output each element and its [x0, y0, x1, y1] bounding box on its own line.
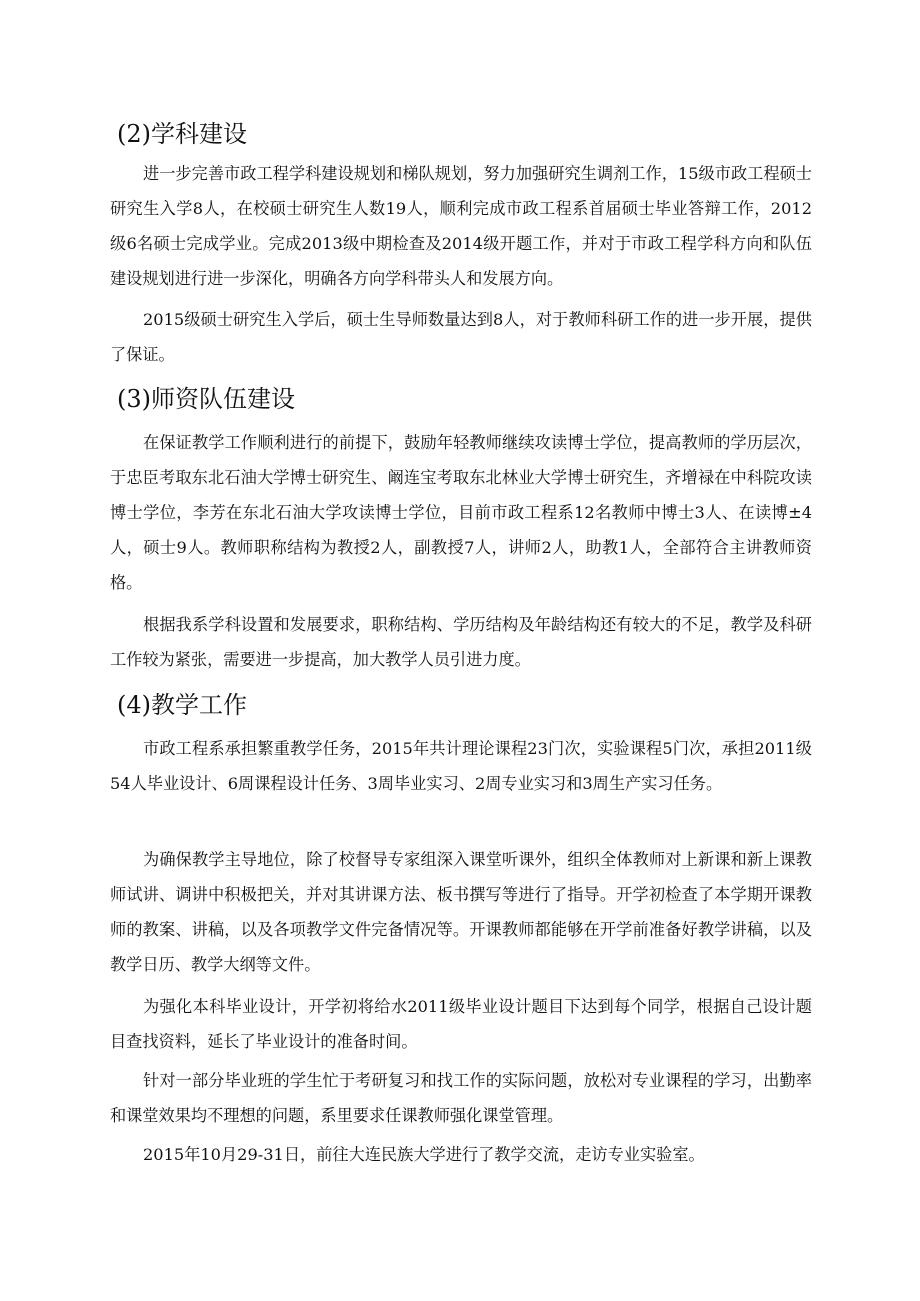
paragraph: 市政工程系承担繁重教学任务，2015年共计理论课程23门次，实验课程5门次，承担2011级54人毕业设计、6周课程设计任务、3周毕业实习、2周专业实习和3周生产实习任务。 [110, 739, 812, 793]
paragraph: 在保证教学工作顺利进行的前提下，鼓励年轻教师继续攻读博士学位，提高教师的学历层次，于忠臣考取东北石油大学博士研究生、阚连宝考取东北林业大学博士研究生，齐增禄在中科院攻读博士学位，李芳在东北石油大学攻读博士学位，目前市政工程系12名教师中博士3人、在读博±4人，硕士9人。教师职称结构为教授2人，副教授7人，讲师2人，助教1人，全部符合主讲教师资格。 [110, 433, 812, 592]
section-heading-discipline: (2)学科建设 [117, 120, 247, 148]
paragraph: 根据我系学科设置和发展要求，职称结构、学历结构及年龄结构还有较大的不足，教学及科研工作较为紧张，需要进一步提高，加大教学人员引进力度。 [110, 615, 812, 669]
paragraph: 针对一部分毕业班的学生忙于考研复习和找工作的实际问题，放松对专业课程的学习，出勤率和课堂效果均不理想的问题，系里要求任课教师强化课堂管理。 [110, 1071, 812, 1125]
paragraph: 为强化本科毕业设计，开学初将给水2011级毕业设计题目下达到每个同学，根据自己设计题目查找资料，延长了毕业设计的准备时间。 [110, 997, 812, 1051]
paragraph: 2015年10月29-31日，前往大连民族大学进行了教学交流，走访专业实验室。 [143, 1145, 705, 1164]
section-heading-teaching: (4)教学工作 [117, 691, 247, 719]
section-heading-faculty: (3)师资队伍建设 [117, 385, 295, 413]
paragraph: 2015级硕士研究生入学后，硕士生导师数量达到8人，对于教师科研工作的进一步开展，提供了保证。 [110, 310, 812, 364]
paragraph: 为确保教学主导地位，除了校督导专家组深入课堂听课外，组织全体教师对上新课和新上课教师试讲、调讲中积极把关，并对其讲课方法、板书撰写等进行了指导。开学初检查了本学期开课教师的教案、讲稿，以及各项教学文件完备情况等。开课教师都能够在开学前准备好教学讲稿，以及教学日历、教学大纲等文件。 [110, 850, 812, 974]
paragraph: 进一步完善市政工程学科建设规划和梯队规划，努力加强研究生调剂工作，15级市政工程硕士研究生入学8人，在校硕士研究生人数19人，顺利完成市政工程系首届硕士毕业答辩工作，2012级6名硕士完成学业。完成2013级中期检查及2014级开题工作，并对于市政工程学科方向和队伍建设规划进行进一步深化，明确各方向学科带头人和发展方向。 [110, 164, 812, 288]
